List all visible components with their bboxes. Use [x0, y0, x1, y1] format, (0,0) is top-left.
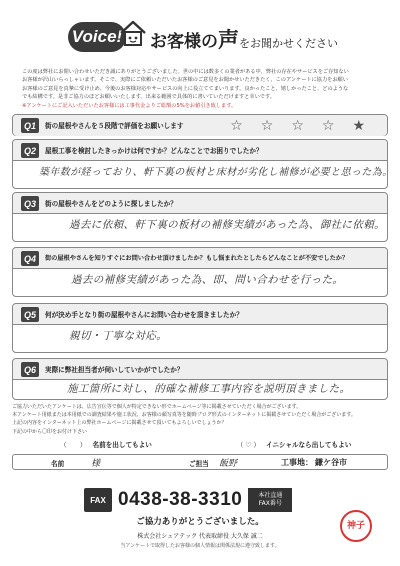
intro-line: でも結構です。是非ご協力のほどお願いいたします。出来る範囲で具体的に書いていただけますと幸いです。: [22, 94, 275, 101]
pref-label: 名前を出してもよい: [92, 441, 152, 449]
title-part-a: お客様の: [150, 32, 218, 52]
location-label: 工事地：: [281, 458, 313, 467]
staff-label: ご担当: [189, 460, 209, 468]
pref-mark[interactable]: （ ♡ ）: [236, 441, 260, 449]
intro-warning: ※アンケートにご記入いただいたお客様には工事代金よりご総額の5%をお値引き致します。: [22, 102, 237, 109]
rating-stars[interactable]: [230, 118, 365, 134]
note-line: ご協力いただいたアンケートは、広告宣伝等で個人が特定できない形でホームページ等に掲載させていただく場合がございます。: [12, 404, 302, 410]
star-icon[interactable]: ☆: [291, 118, 304, 134]
question-label: Q3: [21, 196, 39, 211]
intro-line: お客様のご意見を真摯に受け止め、今後のお客様対応やサービスの向上に役立ててまいります。良かったこと、嬉しかったこと、どのような: [22, 85, 349, 92]
fax-number[interactable]: 0438-38-3310: [118, 489, 243, 510]
star-icon[interactable]: ☆: [260, 118, 274, 134]
question-2: [12, 139, 393, 189]
page-title: [150, 24, 338, 54]
note-line: 下記の中から〇印をお付け下さい: [12, 428, 88, 435]
staff-value[interactable]: 飯野: [219, 459, 238, 469]
question-label: Q6: [21, 362, 39, 377]
question-label: Q2: [21, 143, 39, 158]
question-text: 街の屋根やさんをどのように探しましたか？: [45, 200, 177, 208]
thanks-text: ご協力ありがとうございました。: [136, 517, 264, 527]
answer-text: 過去の補修実績があった為、即、問い合わせを行った。: [71, 274, 344, 286]
notes: [12, 403, 388, 436]
answer-text: 親切・丁寧な対応。: [69, 330, 168, 342]
fax-tag: [248, 488, 292, 512]
privacy-text: 当アンケートで取得したお客様の個人情報は関係法規に遵守致します。: [120, 543, 280, 549]
pref-mark[interactable]: （ ）: [60, 441, 87, 449]
question-5: [12, 303, 388, 353]
intro-line: お客様が沢山いらっしゃいます。そこで、実際にご依頼いただいたお客様のご意見をお聞かせいただきたく、このアンケートに協力をお願い: [22, 77, 348, 84]
star-filled-icon[interactable]: ★: [352, 118, 365, 134]
fax-tag-line: FAX番号: [258, 500, 282, 507]
question-1: [12, 114, 388, 136]
fax-tag-line: 本社直通: [258, 492, 283, 499]
name-value[interactable]: 様: [91, 459, 101, 469]
house-icon: [118, 18, 148, 48]
voice-badge: Voice!: [68, 22, 126, 52]
star-icon[interactable]: ☆: [230, 118, 243, 134]
question-3: [12, 192, 388, 242]
question-label: Q1: [21, 118, 39, 133]
question-text: 街の屋根やさんを知りすぐにお問い合わせ頂けましたか？もし悩まれたとしたらどんなことが不安でしたか？: [45, 255, 349, 262]
pref-label: イニシャルなら出してもよい: [265, 441, 352, 449]
question-label: Q5: [21, 307, 39, 322]
answer-text: 築年数が経っており、軒下裏の板材と床材が劣化し補修が必要と思った為。: [39, 167, 393, 178]
question-text: 実際に弊社担当者が伺いしていかがでしたか？: [45, 366, 184, 374]
star-icon[interactable]: ☆: [321, 118, 335, 134]
question-text: 街の屋根やさんを５段階で評価をお願いします: [45, 122, 184, 130]
title-part-b: 声: [218, 28, 239, 52]
note-line: 本アンケート用紙または本用紙での調査結果や施工状況、お客様の顔写真等を随時ブログ形式のインターネットに掲載させていただく場合がございます。: [12, 412, 356, 419]
pref-initials-ok[interactable]: [200, 437, 388, 451]
staff-stamp: 神子: [340, 510, 372, 542]
question-text: 屋根工事を検討したきっかけは何ですか？どんなことでお困りでしたか？: [45, 147, 263, 155]
question-text: 何が決め手となり街の屋根やさんにお問い合わせを頂きましたか？: [45, 311, 243, 319]
fax-icon: FAX: [84, 488, 112, 512]
pref-name-ok[interactable]: [12, 437, 200, 451]
company-text: 株式会社シェアテック 代表取締役 大久保 誠二: [137, 533, 263, 540]
publish-preferences: [12, 437, 388, 451]
location-value[interactable]: 鎌ケ谷市: [315, 458, 347, 467]
answer-text: 施工箇所に対し、的確な補修工事内容を説明頂きました。: [67, 383, 351, 395]
fax-block: [84, 488, 292, 512]
name-row: [12, 454, 388, 470]
intro-text: [22, 68, 382, 110]
intro-line: この度は弊社にお問い合わせいただき誠にありがとうございました。世の中には数多くの業者がある中、弊社の存在やサービスをご存知ない: [22, 69, 349, 75]
name-label: 名前: [51, 460, 65, 468]
note-line: 上記の内容をインターネット上の弊社ホームページに掲載させて頂いてもよろしいでしょうか？: [12, 420, 227, 427]
answer-text: 過去に依頼、軒下裏の板材の補修実績があった為、御社に依頼。: [69, 219, 385, 231]
question-label: Q4: [21, 251, 39, 266]
question-6: [12, 358, 388, 400]
question-4: [12, 247, 388, 297]
header: [0, 8, 400, 60]
title-part-c: をお聞かせください: [239, 37, 338, 50]
